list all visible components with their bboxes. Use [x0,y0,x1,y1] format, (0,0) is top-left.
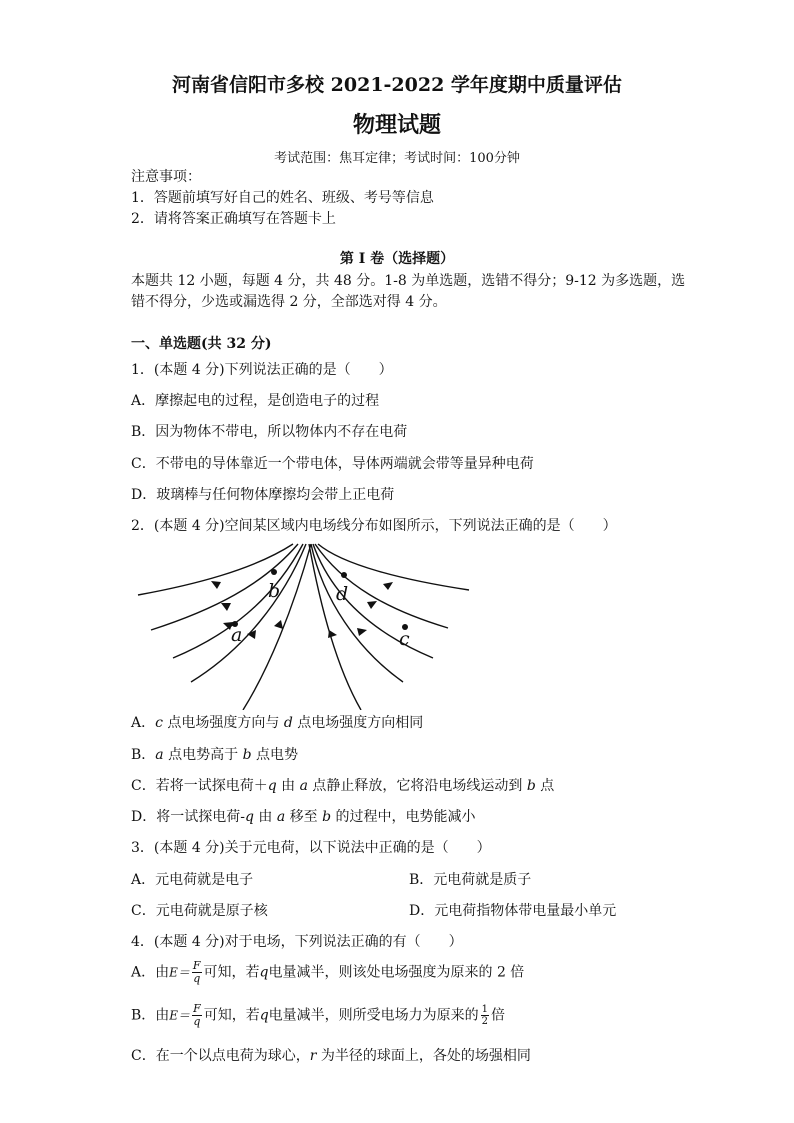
q1-option-a: A．摩擦起电的过程，是创造电子的过程 [131,393,380,409]
q1-option-c: C．不带电的导体靠近一个带电体，导体两端就会带等量异种电荷 [131,456,534,472]
point-d [341,572,347,578]
arrow-icon [274,620,283,629]
label-a: a [231,624,243,646]
q4-option-c: C．在一个以点电荷为球心，r 为半径的球面上，各处的场强相同 [131,1048,531,1064]
part1-desc: 错不得分，少选或漏选得 2 分，全部选对得 4 分。 [131,294,447,310]
note-item: 2．请将答案正确填写在答题卡上 [131,211,336,227]
q2-option-b: B．a 点电势高于 b 点电势 [131,747,298,763]
q3-option-d: D．元电荷指物体带电量最小单元 [409,903,617,919]
electric-field-diagram [133,540,478,710]
note-item: 1．答题前填写好自己的姓名、班级、考号等信息 [131,190,434,206]
part1-desc: 本题共 12 小题，每题 4 分，共 48 分。1-8 为单选题，选错不得分；9-12 为多选题，选 [131,273,686,289]
field-line [313,544,433,658]
q2-option-a: A．c 点电场强度方向与 d 点电场强度方向相同 [131,715,424,731]
arrow-icon [328,630,337,638]
notes-heading: 注意事项： [131,169,201,185]
arrow-icon [357,628,367,636]
q4-option-a: A．由E＝ $\frac{F}{q}$ 可知，若q电量减半，则该处电场强度为原来的 2 倍 [131,959,525,985]
q3-option-b: B．元电荷就是质子 [409,872,532,888]
label-c: c [399,628,410,650]
q3-option-c: C．元电荷就是原子核 [131,903,268,919]
label-b: b [268,580,281,602]
arrow-icon [221,603,231,611]
q2-option-c: C．若将一试探电荷＋q 由 a 点静止释放，它将沿电场线运动到 b 点 [131,778,555,794]
arrow-icon [367,601,377,609]
part1-title: 第 I 卷（选择题） [339,251,455,267]
arrow-icon [211,581,221,589]
exam-subtitle: 物理试题 [352,112,441,138]
arrow-icon [383,582,393,590]
question-3-stem: 3．(本题 4 分)关于元电荷，以下说法中正确的是（ ） [131,840,491,856]
exam-title: 河南省信阳市多校 2021-2022 学年度期中质量评估 [172,74,622,96]
exam-meta: 考试范围：焦耳定律；考试时间：100分钟 [274,151,520,166]
question-4-stem: 4．(本题 4 分)对于电场，下列说法正确的有（ ） [131,934,463,950]
point-b [271,569,277,575]
label-d: d [336,583,349,605]
section1-title: 一、单选题(共 32 分) [131,336,272,352]
q1-option-b: B．因为物体不带电，所以物体内不存在电荷 [131,424,408,440]
q2-option-d: D．将一试探电荷-q 由 a 移至 b 的过程中，电势能减小 [131,809,476,825]
q1-option-d: D．玻璃棒与任何物体摩擦均会带上正电荷 [131,487,395,503]
field-line [309,544,361,710]
question-1-stem: 1．(本题 4 分)下列说法正确的是（ ） [131,362,393,378]
question-2-stem: 2．(本题 4 分)空间某区域内电场线分布如图所示，下列说法正确的是（ ） [131,518,617,534]
q3-option-a: A．元电荷就是电子 [131,872,254,888]
q4-option-b: B．由E＝ $\frac{F}{q}$ 可知，若q电量减半，则所受电场力为原来的 $\frac{1}{2}$ 倍 [131,1002,506,1028]
